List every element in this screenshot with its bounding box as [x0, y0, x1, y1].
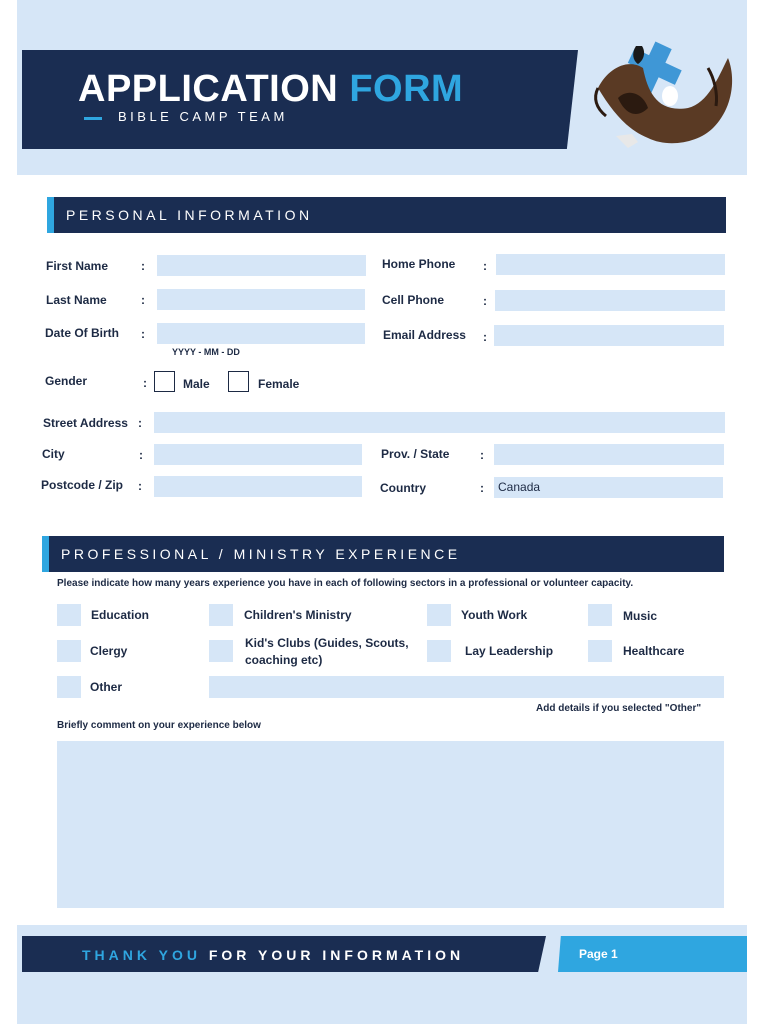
- email-label: Email Address: [383, 328, 466, 342]
- street-field[interactable]: [154, 412, 725, 433]
- country-field[interactable]: Canada: [494, 477, 723, 498]
- dob-format-hint: YYYY - MM - DD: [172, 347, 240, 357]
- cell-phone-field[interactable]: [495, 290, 725, 311]
- personal-section-title: PERSONAL INFORMATION: [66, 207, 313, 223]
- dob-field[interactable]: [157, 323, 365, 344]
- clergy-years-box[interactable]: [57, 640, 81, 662]
- prov-field[interactable]: [494, 444, 724, 465]
- healthcare-years-box[interactable]: [588, 640, 612, 662]
- colon: :: [480, 481, 484, 495]
- title-main-word: APPLICATION: [78, 68, 339, 110]
- music-label: Music: [623, 609, 658, 623]
- youth-work-years-box[interactable]: [427, 604, 451, 626]
- kids-clubs-label-line2: coaching etc): [245, 653, 323, 667]
- prov-label: Prov. / State: [381, 447, 450, 461]
- youth-work-label: Youth Work: [461, 608, 528, 622]
- education-label: Education: [91, 608, 150, 622]
- eagle-with-cross-logo: [588, 38, 738, 162]
- page-number: Page 1: [579, 947, 618, 961]
- kids-clubs-years-box[interactable]: [209, 640, 233, 662]
- lay-leadership-years-box[interactable]: [427, 640, 451, 662]
- comment-label: Briefly comment on your experience below: [57, 720, 261, 731]
- footer-thank-you: THANK YOU: [82, 947, 201, 963]
- home-phone-label: Home Phone: [382, 257, 456, 271]
- gender-female-label: Female: [258, 377, 300, 391]
- city-field[interactable]: [154, 444, 362, 465]
- kids-clubs-label-line1: Kid's Clubs (Guides, Scouts,: [245, 636, 409, 650]
- footer-thanks: [82, 947, 464, 963]
- education-years-box[interactable]: [57, 604, 81, 626]
- experience-section-title: PROFESSIONAL / MINISTRY EXPERIENCE: [61, 546, 461, 562]
- last-name-field[interactable]: [157, 289, 365, 310]
- country-label: Country: [380, 481, 426, 495]
- postcode-label: Postcode / Zip: [41, 478, 124, 492]
- music-years-box[interactable]: [588, 604, 612, 626]
- colon: :: [141, 293, 145, 307]
- colon: :: [483, 294, 487, 308]
- personal-section-accent: [47, 197, 54, 233]
- colon: :: [139, 448, 143, 462]
- street-label: Street Address: [43, 416, 128, 430]
- experience-section-accent: [42, 536, 49, 572]
- colon: :: [141, 327, 145, 341]
- childrens-ministry-label: Children's Ministry: [244, 608, 352, 622]
- healthcare-label: Healthcare: [623, 644, 685, 658]
- title-dash: [84, 117, 102, 120]
- other-label: Other: [90, 680, 123, 694]
- clergy-label: Clergy: [90, 644, 128, 658]
- first-name-label: First Name: [46, 259, 109, 273]
- childrens-ministry-years-box[interactable]: [209, 604, 233, 626]
- first-name-field[interactable]: [157, 255, 366, 276]
- colon: :: [138, 479, 142, 493]
- city-label: City: [42, 447, 65, 461]
- footer-rest: FOR YOUR INFORMATION: [208, 947, 465, 963]
- colon: :: [483, 330, 487, 344]
- email-field[interactable]: [494, 325, 724, 346]
- gender-male-label: Male: [183, 377, 210, 391]
- postcode-field[interactable]: [154, 476, 362, 497]
- colon: :: [483, 259, 487, 273]
- colon: :: [480, 448, 484, 462]
- page-title: [78, 68, 463, 111]
- dob-label: Date Of Birth: [45, 326, 120, 340]
- experience-comment-textarea[interactable]: [57, 741, 724, 908]
- colon: :: [138, 416, 142, 430]
- lay-leadership-label: Lay Leadership: [465, 644, 554, 658]
- gender-male-checkbox[interactable]: [154, 371, 175, 392]
- experience-instruction: Please indicate how many years experience you have in each of following sectors in a professional or volunteer capacity.: [57, 578, 634, 589]
- cell-phone-label: Cell Phone: [382, 293, 445, 307]
- page-subtitle: BIBLE CAMP TEAM: [118, 109, 288, 124]
- other-years-box[interactable]: [57, 676, 81, 698]
- other-details-note: Add details if you selected "Other": [536, 703, 702, 714]
- other-details-field[interactable]: [209, 676, 724, 698]
- colon: :: [141, 259, 145, 273]
- gender-female-checkbox[interactable]: [228, 371, 249, 392]
- last-name-label: Last Name: [46, 293, 107, 307]
- gender-label: Gender: [45, 374, 88, 388]
- home-phone-field[interactable]: [496, 254, 725, 275]
- title-accent-word: FORM: [349, 68, 464, 110]
- colon: :: [143, 376, 147, 390]
